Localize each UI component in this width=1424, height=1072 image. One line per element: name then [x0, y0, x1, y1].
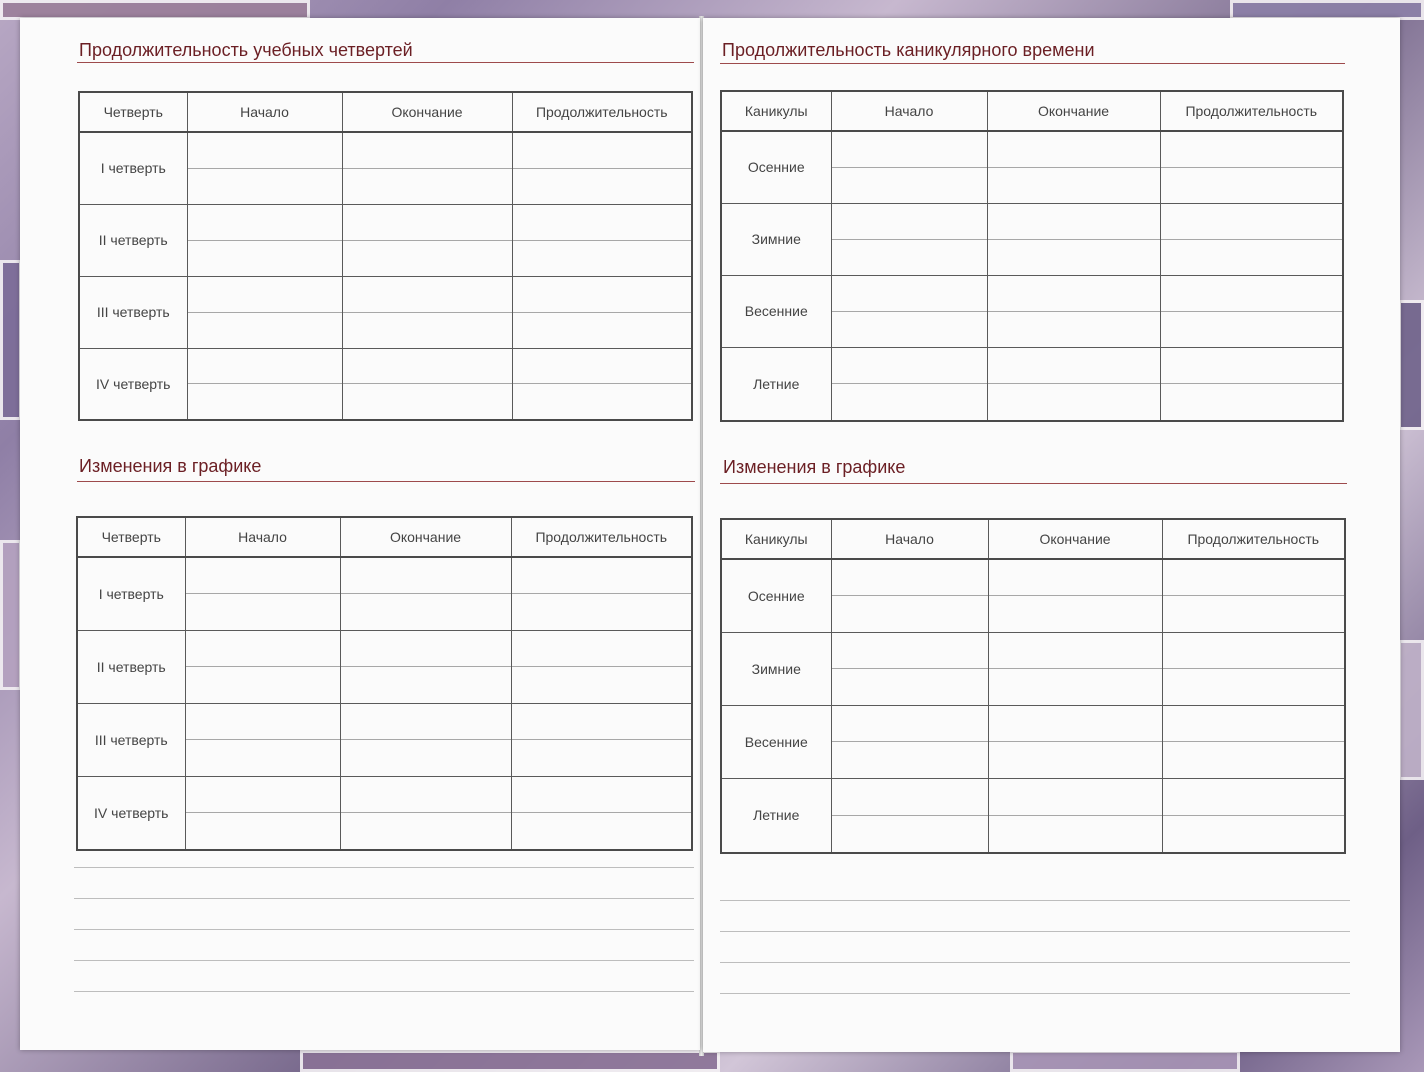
row-label-quarter-4: IV четверть [77, 776, 185, 850]
note-line[interactable] [720, 993, 1350, 994]
row-label-quarter-3: III четверть [77, 703, 185, 776]
note-line[interactable] [74, 929, 694, 930]
table-row [77, 703, 692, 776]
duration-cell[interactable] [1160, 275, 1343, 347]
start-cell[interactable] [185, 776, 340, 850]
start-cell[interactable] [831, 559, 988, 632]
cover-tile [1230, 0, 1424, 20]
start-cell[interactable] [831, 347, 987, 421]
cover-tile [1010, 1050, 1240, 1072]
column-header-start: Начало [831, 91, 987, 131]
table-row [721, 778, 1345, 853]
table-row [721, 559, 1345, 632]
end-cell[interactable] [987, 347, 1160, 421]
quarter-duration-title: Продолжительность учебных четвертей [79, 40, 413, 60]
start-cell[interactable] [185, 630, 340, 703]
table-header-row [721, 519, 1345, 559]
duration-cell[interactable] [512, 276, 692, 348]
duration-cell[interactable] [511, 630, 692, 703]
column-header-end: Окончание [342, 92, 512, 132]
row-label-summer: Летние [721, 778, 831, 853]
end-cell[interactable] [342, 132, 512, 204]
holiday-duration-title-rule [720, 63, 1345, 64]
cover-tile [300, 1050, 720, 1072]
duration-cell[interactable] [512, 348, 692, 420]
row-label-autumn: Осенние [721, 131, 831, 203]
holiday-changes-table [720, 518, 1346, 854]
column-header-start: Начало [187, 92, 342, 132]
column-header-end: Окончание [987, 91, 1160, 131]
table-row [721, 131, 1343, 203]
start-cell[interactable] [187, 132, 342, 204]
row-label-quarter-1: I четверть [77, 557, 185, 630]
table-row [77, 557, 692, 630]
start-cell[interactable] [831, 131, 987, 203]
note-line[interactable] [720, 900, 1350, 901]
end-cell[interactable] [340, 776, 511, 850]
table-row [79, 204, 692, 276]
end-cell[interactable] [988, 559, 1162, 632]
column-header-duration: Продолжительность [512, 92, 692, 132]
holiday-duration-table [720, 90, 1344, 422]
cover-tile [1398, 640, 1424, 780]
note-line[interactable] [74, 991, 694, 992]
table-header-row [79, 92, 692, 132]
holiday-changes-title: Изменения в графике [723, 457, 906, 477]
note-line[interactable] [74, 898, 694, 899]
right-page [703, 18, 1400, 1052]
table-row [79, 132, 692, 204]
row-label-quarter-3: III четверть [79, 276, 187, 348]
start-cell[interactable] [831, 203, 987, 275]
table-row [79, 276, 692, 348]
table-row [721, 347, 1343, 421]
end-cell[interactable] [340, 557, 511, 630]
column-header-end: Окончание [340, 517, 511, 557]
duration-cell[interactable] [1162, 559, 1345, 632]
duration-cell[interactable] [511, 776, 692, 850]
quarter-duration-table [78, 91, 693, 421]
column-header-holidays: Каникулы [721, 519, 831, 559]
end-cell[interactable] [342, 276, 512, 348]
note-line[interactable] [74, 867, 694, 868]
quarter-changes-title-rule [77, 481, 695, 482]
start-cell[interactable] [187, 204, 342, 276]
start-cell[interactable] [831, 632, 988, 705]
start-cell[interactable] [831, 778, 988, 853]
table-row [77, 630, 692, 703]
table-row [721, 705, 1345, 778]
end-cell[interactable] [340, 630, 511, 703]
start-cell[interactable] [187, 348, 342, 420]
column-header-quarter: Четверть [79, 92, 187, 132]
end-cell[interactable] [342, 348, 512, 420]
cover-tile [0, 540, 22, 690]
duration-cell[interactable] [511, 557, 692, 630]
note-line[interactable] [74, 960, 694, 961]
column-header-start: Начало [185, 517, 340, 557]
table-row [721, 275, 1343, 347]
note-line[interactable] [720, 962, 1350, 963]
duration-cell[interactable] [1160, 347, 1343, 421]
quarter-changes-table [76, 516, 693, 851]
row-label-autumn: Осенние [721, 559, 831, 632]
column-header-holidays: Каникулы [721, 91, 831, 131]
row-label-spring: Весенние [721, 275, 831, 347]
row-label-summer: Летние [721, 347, 831, 421]
column-header-duration: Продолжительность [1160, 91, 1343, 131]
row-label-winter: Зимние [721, 632, 831, 705]
row-label-quarter-1: I четверть [79, 132, 187, 204]
duration-cell[interactable] [1162, 632, 1345, 705]
duration-cell[interactable] [1162, 778, 1345, 853]
quarter-changes-title: Изменения в графике [79, 456, 262, 476]
end-cell[interactable] [988, 778, 1162, 853]
table-row [77, 776, 692, 850]
end-cell[interactable] [340, 703, 511, 776]
column-header-duration: Продолжительность [1162, 519, 1345, 559]
quarter-duration-title-rule [77, 62, 694, 63]
start-cell[interactable] [831, 705, 988, 778]
table-row [721, 203, 1343, 275]
end-cell[interactable] [342, 204, 512, 276]
duration-cell[interactable] [512, 132, 692, 204]
row-label-quarter-2: II четверть [77, 630, 185, 703]
start-cell[interactable] [185, 557, 340, 630]
holiday-duration-title: Продолжительность каникулярного времени [722, 40, 1095, 60]
row-label-quarter-4: IV четверть [79, 348, 187, 420]
cover-tile [1398, 300, 1424, 430]
duration-cell[interactable] [1160, 131, 1343, 203]
start-cell[interactable] [185, 703, 340, 776]
duration-cell[interactable] [511, 703, 692, 776]
table-header-row [721, 91, 1343, 131]
cover-tile [0, 260, 22, 420]
column-header-end: Окончание [988, 519, 1162, 559]
row-label-winter: Зимние [721, 203, 831, 275]
end-cell[interactable] [987, 275, 1160, 347]
end-cell[interactable] [987, 131, 1160, 203]
left-page [20, 18, 700, 1050]
start-cell[interactable] [187, 276, 342, 348]
table-row [79, 348, 692, 420]
column-header-start: Начало [831, 519, 988, 559]
holiday-changes-title-rule [720, 483, 1347, 484]
end-cell[interactable] [988, 705, 1162, 778]
end-cell[interactable] [988, 632, 1162, 705]
table-header-row [77, 517, 692, 557]
start-cell[interactable] [831, 275, 987, 347]
cover-tile [0, 0, 310, 20]
duration-cell[interactable] [1160, 203, 1343, 275]
row-label-spring: Весенние [721, 705, 831, 778]
table-row [721, 632, 1345, 705]
note-line[interactable] [720, 931, 1350, 932]
row-label-quarter-2: II четверть [79, 204, 187, 276]
duration-cell[interactable] [1162, 705, 1345, 778]
duration-cell[interactable] [512, 204, 692, 276]
column-header-duration: Продолжительность [511, 517, 692, 557]
end-cell[interactable] [987, 203, 1160, 275]
column-header-quarter: Четверть [77, 517, 185, 557]
